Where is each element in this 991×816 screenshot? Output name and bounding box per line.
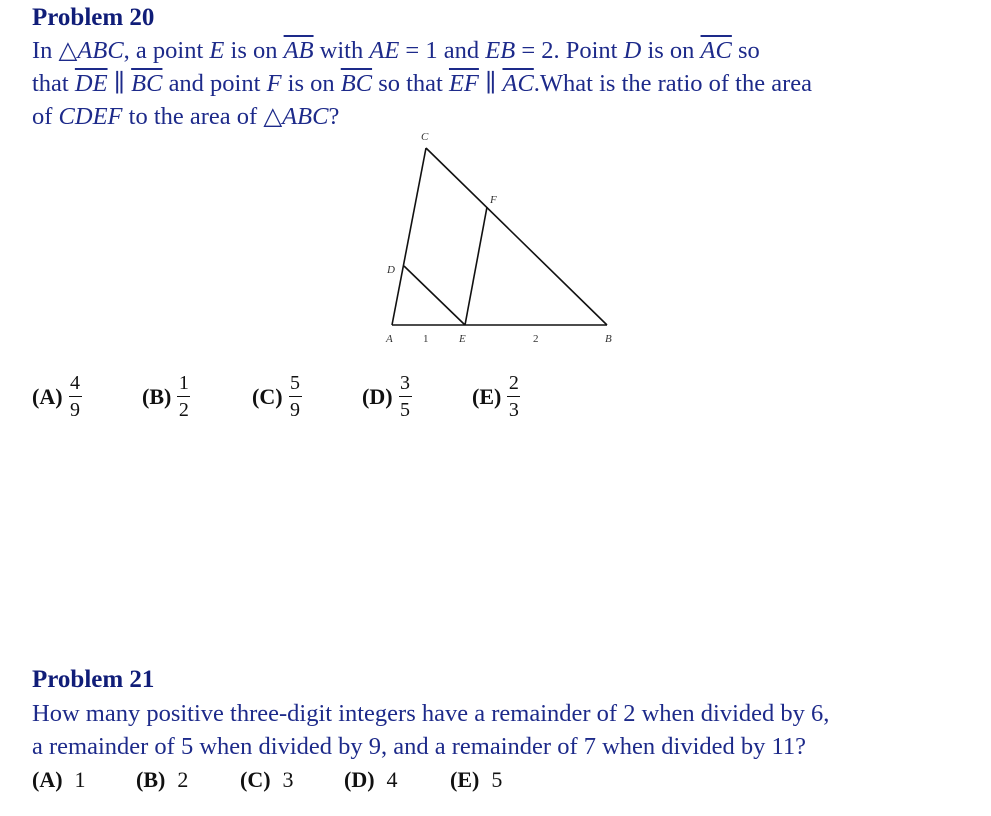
choice-c[interactable]: (C) $\frac{5}{9}$ [252,372,301,421]
fraction: $\frac{4}{9}$ [70,372,81,421]
problem-21-line-2: a remainder of 5 when divided by 9, and a remainder of 7 when divided by 11? [32,733,806,760]
choice-c[interactable]: (C) 3 [240,767,294,792]
choice-b[interactable]: (B) $\frac{1}{2}$ [142,372,189,421]
choice-a[interactable]: (A) 1 [32,767,86,792]
choice-d[interactable]: (D) 4 [344,767,398,792]
segment-cb [426,148,607,325]
label-e: E [459,333,466,345]
label-b: B [605,333,612,345]
label-c: C [421,131,429,143]
choice-e[interactable]: (E) 5 [450,767,503,792]
segment-ac [392,148,426,325]
segment-de [404,266,465,325]
label-two: 2 [533,333,539,345]
problem-20-line-1: In △ABC, a point E is on $\overline{AB}$ with AE = 1 and EB = 2. Point D is on $\overline{AC}$ so [32,37,760,64]
choice-d[interactable]: (D) $\frac{3}{5}$ [362,372,411,421]
label-a: A [386,333,393,345]
fraction: $\frac{1}{2}$ [178,372,189,421]
fraction: $\frac{2}{3}$ [508,372,519,421]
problem-20-line-3: of CDEF to the area of △ABC? [32,103,340,130]
fraction: $\frac{5}{9}$ [290,372,301,421]
label-d: D [387,264,395,276]
choice-b[interactable]: (B) 2 [136,767,189,792]
label-f: F [490,194,497,206]
problem-21-title: Problem 21 [32,666,155,693]
fraction: $\frac{3}{5}$ [400,372,411,421]
problem-20-title: Problem 20 [32,4,155,31]
problem-20-line-2: that $\overline{DE}$ ∥ $\overline{BC}$ and point F is on $\overline{BC}$ so that $\overline{EF}$ ∥ $\overline{AC}.What$ is the ratio of the area [32,70,813,97]
choice-e[interactable]: (E) $\frac{2}{3}$ [472,372,519,421]
choice-a[interactable]: (A) $\frac{4}{9}$ [32,372,81,421]
segment-ef [465,207,487,325]
label-one: 1 [423,333,429,345]
problem-21-line-1: How many positive three-digit integers have a remainder of 2 when divided by 6, [32,700,830,727]
